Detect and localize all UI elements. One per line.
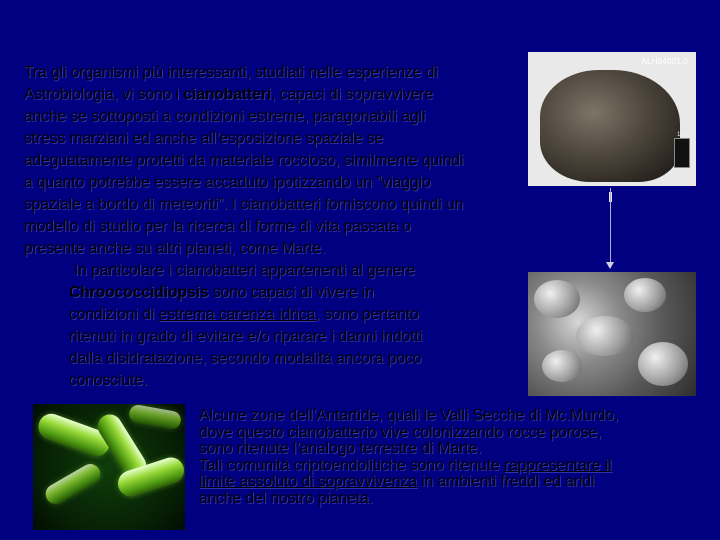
micrograph-blob (542, 350, 582, 382)
bottom-line-4-start: Tali comunità criptoendolitiche sono ritenute (199, 456, 505, 474)
bottom-line-1: Alcune zone dell’Antartide, quali le Valli Secche di Mc.Murdo, (199, 407, 619, 424)
para2-line-1 (69, 260, 509, 282)
bacterium-rod (42, 460, 104, 507)
para2-line-5: dalla disidratazione, secondo modalità ancora poco (69, 350, 422, 367)
micrograph-blob (638, 342, 688, 386)
underlined-limite-assoluto: limite assoluto di sopravvivenza (199, 473, 417, 490)
para2-line-3-end: , sono pertanto (315, 306, 419, 323)
para2-line-3 (69, 304, 509, 326)
meteorite-label: ALH84001,0 (641, 57, 688, 66)
main-line-5: adeguatamente protetti da materiale roccioso, similmente quindi (24, 152, 464, 169)
keyword-cianobatteri: cianobatteri (183, 86, 272, 103)
bacteria-illustration (33, 404, 185, 530)
main-line-1: Tra gli organismi più interessanti, studiati nelle esperienze di (24, 64, 438, 81)
second-paragraph (69, 260, 509, 392)
main-line-8: modello di studio per la ricerca di forme di vita passata o (24, 218, 411, 235)
main-line-3: anche se sottoposti a condizioni estreme, paragonabili agli (24, 108, 426, 125)
bottom-paragraph (199, 408, 699, 507)
connector-arrow-line (610, 188, 611, 268)
underlined-rappresentare: rappresentare il (504, 456, 612, 474)
bottom-line-4 (199, 458, 699, 475)
keyword-chroococcidiopsis: Chroococcidiopsis (69, 284, 209, 301)
bottom-line-5-end: in ambienti freddi ed aridi (416, 473, 595, 490)
meteorite-photo (528, 52, 696, 186)
main-line-7: spaziale a bordo di meteoriti”. I cianobatteri forniscono quindi un (24, 196, 464, 213)
bottom-line-2: dove questo cianobatterio vive colonizzando rocce porose, (199, 423, 602, 441)
para2-line-1-text: In particolare i cianobatteri appartenenti al genere (74, 262, 416, 279)
para2-line-6: conosciute. (69, 372, 148, 389)
main-line-2-start: Astrobiologia, vi sono i (24, 86, 184, 103)
meteorite-rock (540, 70, 680, 182)
main-line-6: a quanto potrebbe essere accaduto ipotizzando un ”viaggio (24, 174, 431, 191)
para2-line-3-start: condizioni di (69, 306, 159, 323)
bottom-line-6: anche del nostro pianeta. (199, 489, 374, 507)
main-line-4: stress marziani ed anche all’esposizione spaziale se (24, 130, 384, 147)
para2-line-4: ritenuti in grado di evitare e/o riparare i danni indotti (69, 328, 423, 345)
underlined-carenza-idrica: estrema carenza idrica (158, 306, 316, 323)
bottom-line-5 (199, 474, 699, 491)
meteorite-scale-label: 1 cm (676, 132, 690, 138)
bacterium-rod (128, 404, 182, 430)
micrograph-blob (624, 278, 666, 312)
bottom-line-3: sono ritenute l’analogo terrestre di Marte. (199, 440, 482, 457)
main-line-9: presente anche su altri pianeti, come Marte. (24, 240, 326, 257)
arrow-down-icon (606, 262, 614, 269)
main-line-2 (24, 84, 540, 106)
para2-line-2-end: sono capaci di vivere in (208, 284, 374, 301)
main-line-2-end: , capaci di sopravvivere (271, 86, 434, 103)
para2-line-2 (69, 282, 509, 304)
micrograph-photo (528, 272, 696, 396)
main-paragraph (24, 62, 540, 260)
micrograph-blob (534, 280, 580, 318)
meteorite-scale-cube (674, 138, 690, 168)
micrograph-blob (576, 316, 634, 356)
